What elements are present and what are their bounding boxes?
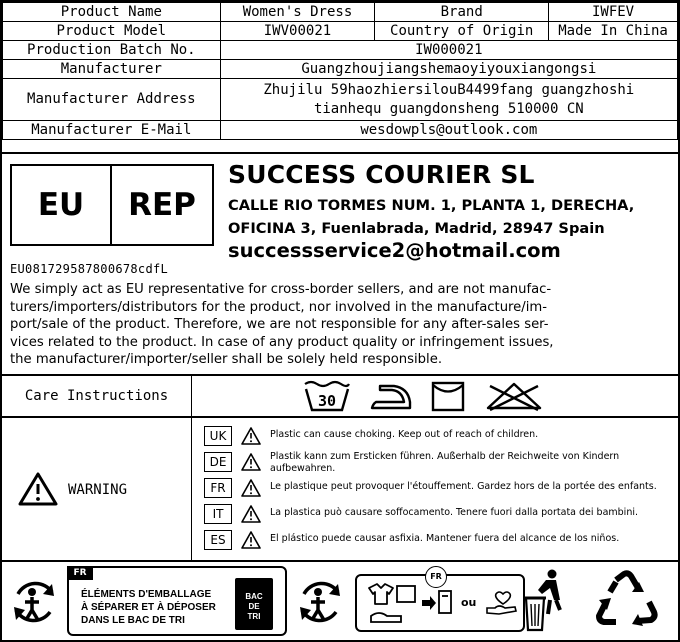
warning-text: La plastica può causare soffocamento. Tenere fuori dalla portata dei bambini. bbox=[270, 507, 639, 518]
company-address bbox=[228, 194, 673, 240]
warning-icon bbox=[241, 427, 261, 445]
lang-code: ES bbox=[204, 530, 232, 550]
care-section bbox=[2, 374, 678, 416]
warning-text: Le plastique peut provoquer l'étouffement. Gardez hors de la portée des enfants. bbox=[270, 481, 657, 492]
warning-label: WARNING bbox=[68, 482, 128, 498]
eu-rep-badge bbox=[10, 164, 214, 246]
or-text: ou bbox=[461, 596, 477, 609]
warning-text: Plastic can cause choking. Keep out of reach of children. bbox=[270, 429, 539, 440]
lang-code: DE bbox=[204, 452, 232, 472]
sorting-bin-icon bbox=[235, 578, 273, 630]
triman-icon bbox=[8, 576, 60, 628]
disclaimer-line: the manufacturer/importer/seller shall be solely held responsible. bbox=[10, 352, 443, 368]
warning-text: El plástico puede causar asfixia. Mantener fuera del alcance de los niños. bbox=[270, 533, 620, 544]
warning-icon bbox=[241, 531, 261, 549]
product-info-table bbox=[2, 2, 678, 140]
warning-text: Plastik kann zum Ersticken führen. Außerhalb der Reichweite von Kindern aufbewahren. bbox=[270, 451, 620, 474]
do-not-bleach-icon bbox=[484, 380, 544, 412]
care-label: Care Instructions bbox=[2, 376, 192, 416]
sorting-text bbox=[81, 588, 241, 627]
product-name-label: Product Name bbox=[3, 3, 221, 22]
sorting-text-line: ÉLÉMENTS D'EMBALLAGE bbox=[81, 589, 212, 600]
bac-text-line: BAC bbox=[245, 592, 263, 601]
company-address-line-1: CALLE RIO TORMES NUM. 1, PLANTA 1, DERECHA, bbox=[228, 197, 635, 214]
rep-badge-text: REP bbox=[128, 187, 196, 223]
tumble-dry-icon bbox=[430, 380, 466, 412]
lang-code: IT bbox=[204, 504, 232, 524]
eu-rep-code: EU081729587800678cdfL bbox=[10, 262, 169, 276]
wash-30-icon bbox=[302, 380, 352, 412]
batch-label: Production Batch No. bbox=[3, 41, 221, 60]
disclaimer-line: port/sale of the product. Therefore, we are not responsible for any after-sales ser- bbox=[10, 317, 549, 333]
bac-text-line: DE bbox=[248, 602, 260, 611]
warning-icon bbox=[241, 505, 261, 523]
address-value bbox=[220, 79, 677, 121]
email-value: wesdowpls@outlook.com bbox=[220, 121, 677, 140]
sorting-text-line: DANS LE BAC DE TRI bbox=[81, 615, 185, 626]
triman-icon bbox=[294, 576, 346, 628]
batch-value: IW000021 bbox=[220, 41, 677, 60]
manufacturer-label: Manufacturer bbox=[3, 60, 221, 79]
eu-badge-text: EU bbox=[12, 166, 112, 244]
disclaimer-line: vices related to the product. In case of any product quality or infringement issues, bbox=[10, 334, 554, 350]
recycling-section bbox=[2, 560, 678, 640]
address-line-1: Zhujilu 59haozhiersilouB4499fang guangzhoshi bbox=[263, 81, 635, 98]
company-email: successservice2@hotmail.com bbox=[228, 239, 561, 262]
product-model-value: IWV00021 bbox=[220, 22, 375, 41]
address-label: Manufacturer Address bbox=[3, 79, 221, 121]
iron-icon bbox=[370, 380, 412, 412]
country-label: Country of Origin bbox=[375, 22, 549, 41]
company-name: SUCCESS COURIER SL bbox=[228, 160, 535, 189]
email-label: Manufacturer E-Mail bbox=[3, 121, 221, 140]
country-value: Made In China bbox=[549, 22, 678, 41]
warning-icon bbox=[241, 453, 261, 471]
fr-tag: FR bbox=[67, 566, 93, 580]
warning-icon bbox=[18, 472, 58, 506]
arrow-right-icon bbox=[421, 596, 437, 610]
fr-badge: FR bbox=[425, 566, 447, 588]
lang-code: FR bbox=[204, 478, 232, 498]
wash-temp-text: 30 bbox=[317, 392, 337, 410]
brand-value: IWFEV bbox=[549, 3, 678, 22]
sorting-info-block bbox=[67, 566, 287, 636]
product-model-label: Product Model bbox=[3, 22, 221, 41]
sorting-text-line: À SÉPARER ET À DÉPOSER bbox=[81, 602, 216, 613]
donation-icon bbox=[485, 590, 519, 616]
recycle-icon bbox=[594, 570, 660, 634]
disclaimer bbox=[10, 281, 672, 369]
brand-label: Brand bbox=[375, 3, 549, 22]
eu-rep-section bbox=[2, 152, 678, 374]
warning-label-cell bbox=[2, 418, 192, 560]
product-name-value: Women's Dress bbox=[220, 3, 375, 22]
warning-icon bbox=[241, 479, 261, 497]
address-line-2: tianhequ guangdonsheng 510000 CN bbox=[313, 100, 584, 117]
disclaimer-line: turers/importers/distributors for the product, nor involved in the manufacture/im- bbox=[10, 299, 548, 315]
collection-box-icon bbox=[438, 590, 452, 614]
disclaimer-line: We simply act as EU representative for cross-border sellers, and are not manufac- bbox=[10, 282, 552, 297]
bac-text-line: TRI bbox=[247, 612, 261, 621]
lang-code: UK bbox=[204, 426, 232, 446]
warning-section bbox=[2, 416, 678, 560]
clothing-icon bbox=[365, 582, 419, 626]
company-address-line-2: OFICINA 3, Fuenlabrada, Madrid, 28947 Spain bbox=[228, 220, 605, 237]
manufacturer-value: Guangzhoujiangshemaoyiyouxiangongsi bbox=[220, 60, 677, 79]
waste-bin-icon bbox=[522, 568, 572, 634]
